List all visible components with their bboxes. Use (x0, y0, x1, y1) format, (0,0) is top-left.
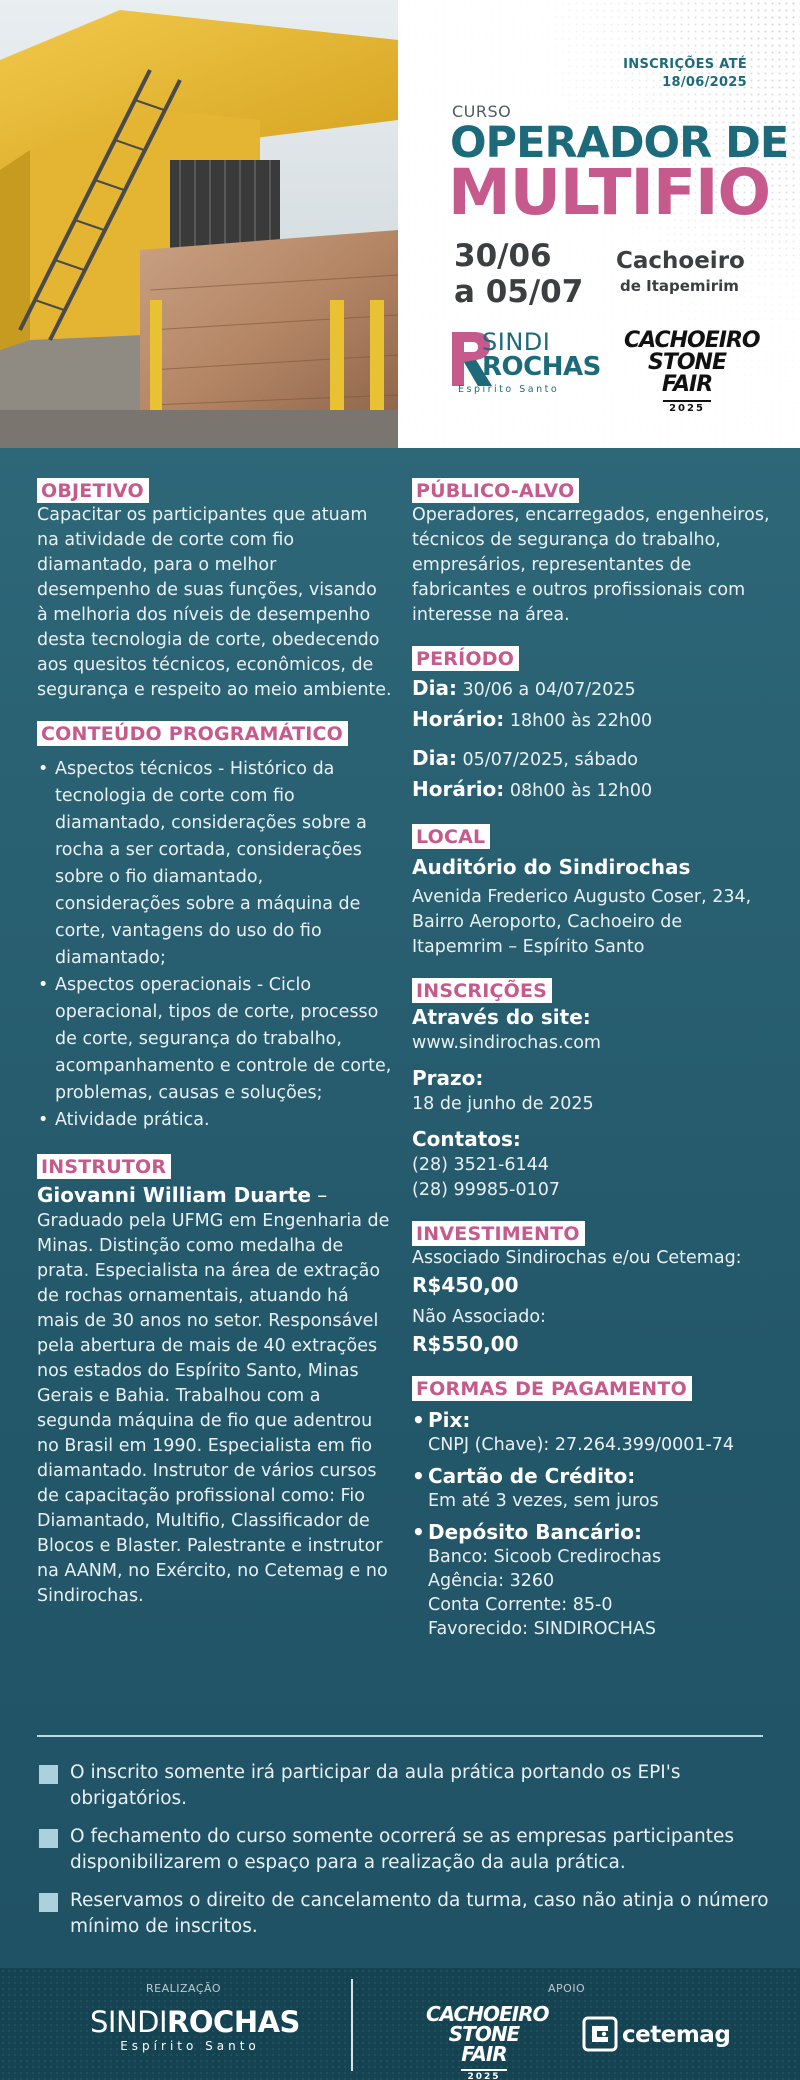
footer-stone-line1: CACHOEIRO (426, 2002, 549, 2026)
instructor-section (37, 1154, 392, 1609)
footer-sindi-thin: SINDI (90, 2005, 168, 2039)
stone-fair-logo (624, 328, 760, 414)
objective-heading: OBJETIVO (37, 478, 149, 503)
location-section (412, 824, 772, 960)
note-text: O fechamento do curso somente ocorrerá se as empresas participantes disponibilizarem o espaço para a realização da aula prática. (70, 1826, 734, 1873)
period-day2-label: Dia: (412, 746, 457, 770)
investment-section (412, 1221, 772, 1358)
registration-deadline-value: 18 de junho de 2025 (412, 1094, 594, 1114)
stone-fair-logo-year: 2025 (663, 400, 711, 414)
audience-heading: PÚBLICO-ALVO (412, 478, 579, 503)
investment-heading: INVESTIMENTO (412, 1221, 585, 1246)
square-bullet-icon (39, 1893, 58, 1912)
square-bullet-icon (39, 1829, 58, 1848)
payment-card-line: Em até 3 vezes, sem juros (428, 1491, 659, 1511)
realizacao-label: REALIZAÇÃO (146, 1982, 222, 1995)
footer-cetemag-logo (582, 2016, 731, 2056)
objective-text: Capacitar os participantes que atuam na atividade de corte com fio diamantado, para o melhor desempenho de suas funções, visando à melhoria dos níveis de desempenho desta tecnologia de corte, obedecendo aos quesitos técnicos, econômicos, de segurança e respeito ao meio ambiente. (37, 505, 392, 700)
footer-stone-year: 2025 (461, 2069, 506, 2080)
note-text: Reservamos o direito de cancelamento da turma, caso não atinja o número mínimo de inscritos. (70, 1890, 769, 1937)
right-column (412, 478, 772, 1659)
period-time2-value: 08h00 às 12h00 (509, 781, 653, 801)
location-venue: Auditório do Sindirochas (412, 855, 691, 879)
cetemag-mark-icon (582, 2016, 618, 2052)
payment-card-title: • Cartão de Crédito: (428, 1463, 772, 1489)
square-bullet-icon (39, 1765, 58, 1784)
note-item (37, 1888, 772, 1940)
contacts-label: Contatos: (412, 1127, 521, 1151)
registration-site-label: Através do site: (412, 1005, 591, 1029)
city-name: Cachoeiro (616, 248, 745, 274)
sindirochas-logo-word2: ROCHAS (482, 352, 601, 382)
content-list (37, 756, 392, 1134)
apoio-label: APOIO (548, 1982, 586, 1995)
stone-fair-logo-line2: STONE FAIR (648, 350, 726, 397)
registration-deadline-label: Prazo: (412, 1066, 484, 1090)
header (0, 0, 800, 448)
payment-deposit-line: Conta Corrente: 85-0 (428, 1595, 613, 1615)
footer-cetemag-name: cetemag (622, 2022, 731, 2048)
notes-list (37, 1760, 772, 1952)
hero-photo (0, 0, 398, 448)
registration-heading: INSCRIÇÕES (412, 978, 552, 1003)
payment-pix (412, 1407, 772, 1457)
footer-sindi-bold: ROCHAS (167, 2005, 300, 2039)
sindirochas-logo-word1: SINDI (482, 328, 551, 356)
location-heading: LOCAL (412, 824, 490, 849)
registration-section (412, 978, 772, 1203)
period-day1-value: 30/06 a 04/07/2025 (462, 680, 636, 700)
registration-site-link[interactable]: www.sindirochas.com (412, 1033, 601, 1053)
audience-section (412, 478, 772, 628)
payment-deposit-line: Favorecido: SINDIROCHAS (428, 1619, 656, 1639)
divider (37, 1735, 763, 1737)
contact-phone-1[interactable]: (28) 3521-6144 (412, 1155, 549, 1175)
sindirochas-logo (450, 328, 601, 396)
location-address: Avenida Frederico Augusto Coser, 234, Bairro Aeroporto, Cachoeiro de Itapemrim – Espírito Santo (412, 887, 752, 957)
list-item: • Aspectos operacionais - Ciclo operacional, tipos de corte, processo de corte, segurança do trabalho, acompanhamento e controle de corte, problemas, causas e soluções; (37, 972, 392, 1107)
instructor-heading: INSTRUTOR (37, 1154, 171, 1179)
content-section (37, 721, 392, 1134)
payment-heading: FORMAS DE PAGAMENTO (412, 1376, 692, 1401)
period-time1-value: 18h00 às 22h00 (509, 711, 653, 731)
footer-sindi-subtitle: Espírito Santo (120, 2039, 260, 2053)
date-start: 30/06 (454, 238, 552, 274)
registration-deadline-line2: 18/06/2025 (662, 75, 747, 90)
instructor-bio: Graduado pela UFMG em Engenharia de Minas. Distinção como medalha de prata. Especialista na área de extração de rochas ornamentais, atuando há mais de 30 anos no setor. Responsável pela abertura de mais de 40 extrações nos estados do Espírito Santo, Minas Gerais e Bahia. Trabalhou com a segunda máquina de fio que adentrou no Brasil em 1990. Especialista em fio diamantado. Instrutor de vários cursos de capacitação profissional como: Fio Diamantado, Multifio, Classificador de Blocos e Blaster. Palestrante e instrutor na AANM, no Exército, no Cetemag e no Sindirochas. (37, 1211, 390, 1606)
footer-sindirochas-logo (90, 2005, 300, 2062)
audience-text: Operadores, encarregados, engenheiros, técnicos de segurança do trabalho, empresários, representantes de fabricantes e outros profissionais com interesse na área. (412, 505, 770, 625)
footer-stone-fair-logo (426, 2002, 549, 2080)
left-column (37, 478, 392, 1627)
payment-deposit-line: Agência: 3260 (428, 1571, 555, 1591)
contact-phone-2[interactable]: (28) 99985-0107 (412, 1180, 561, 1200)
course-title-line1: OPERADOR DE (450, 118, 789, 168)
registration-deadline (623, 56, 747, 92)
date-range (454, 238, 583, 310)
instructor-name: Giovanni William Duarte (37, 1183, 311, 1207)
period-section (412, 646, 772, 806)
member-price: R$450,00 (412, 1273, 519, 1297)
content-heading: CONTEÚDO PROGRAMÁTICO (37, 721, 348, 746)
course-title-line2: MULTIFIO (448, 156, 771, 229)
period-day1-label: Dia: (412, 676, 457, 700)
nonmember-price: R$550,00 (412, 1332, 519, 1356)
payment-card (412, 1463, 772, 1513)
footer-stone-line2: STONE FAIR (448, 2022, 520, 2066)
footer-separator (351, 1979, 353, 2071)
payment-deposit (412, 1519, 772, 1641)
list-item: • Atividade prática. (37, 1107, 392, 1134)
period-heading: PERÍODO (412, 646, 519, 671)
member-label: Associado Sindirochas e/ou Cetemag: (412, 1248, 742, 1268)
period-day2-value: 05/07/2025, sábado (462, 750, 639, 770)
sindirochas-logo-subtitle: Espírito Santo (458, 384, 560, 395)
payment-deposit-line: Banco: Sicoob Credirochas (428, 1547, 662, 1567)
list-item: • Aspectos técnicos - Histórico da tecnologia de corte com fio diamantado, considerações sobre a rocha a ser cortada, considerações sobre o fio diamantado, considerações sobre a máquina de corte, vantagens do uso do fio diamantado; (37, 756, 392, 972)
payment-pix-line: CNPJ (Chave): 27.264.399/0001-74 (428, 1435, 735, 1455)
instructor-dash: – (310, 1183, 328, 1207)
note-item (37, 1824, 772, 1876)
footer (0, 1968, 800, 2080)
stone-fair-logo-line1: CACHOEIRO (624, 328, 760, 353)
period-time1-label: Horário: (412, 707, 505, 731)
date-end: a 05/07 (454, 274, 584, 310)
period-time2-label: Horário: (412, 777, 505, 801)
objective-section (37, 478, 392, 703)
note-item (37, 1760, 772, 1812)
payment-deposit-title: • Depósito Bancário: (428, 1519, 772, 1545)
nonmember-label: Não Associado: (412, 1307, 546, 1327)
payment-section (412, 1376, 772, 1641)
course-label: CURSO (452, 102, 512, 121)
payment-pix-title: • Pix: (428, 1407, 772, 1433)
registration-deadline-line1: INSCRIÇÕES ATÉ (623, 57, 747, 72)
city-subtitle: de Itapemirim (620, 277, 739, 295)
note-text: O inscrito somente irá participar da aula prática portando os EPI's obrigatórios. (70, 1762, 681, 1809)
